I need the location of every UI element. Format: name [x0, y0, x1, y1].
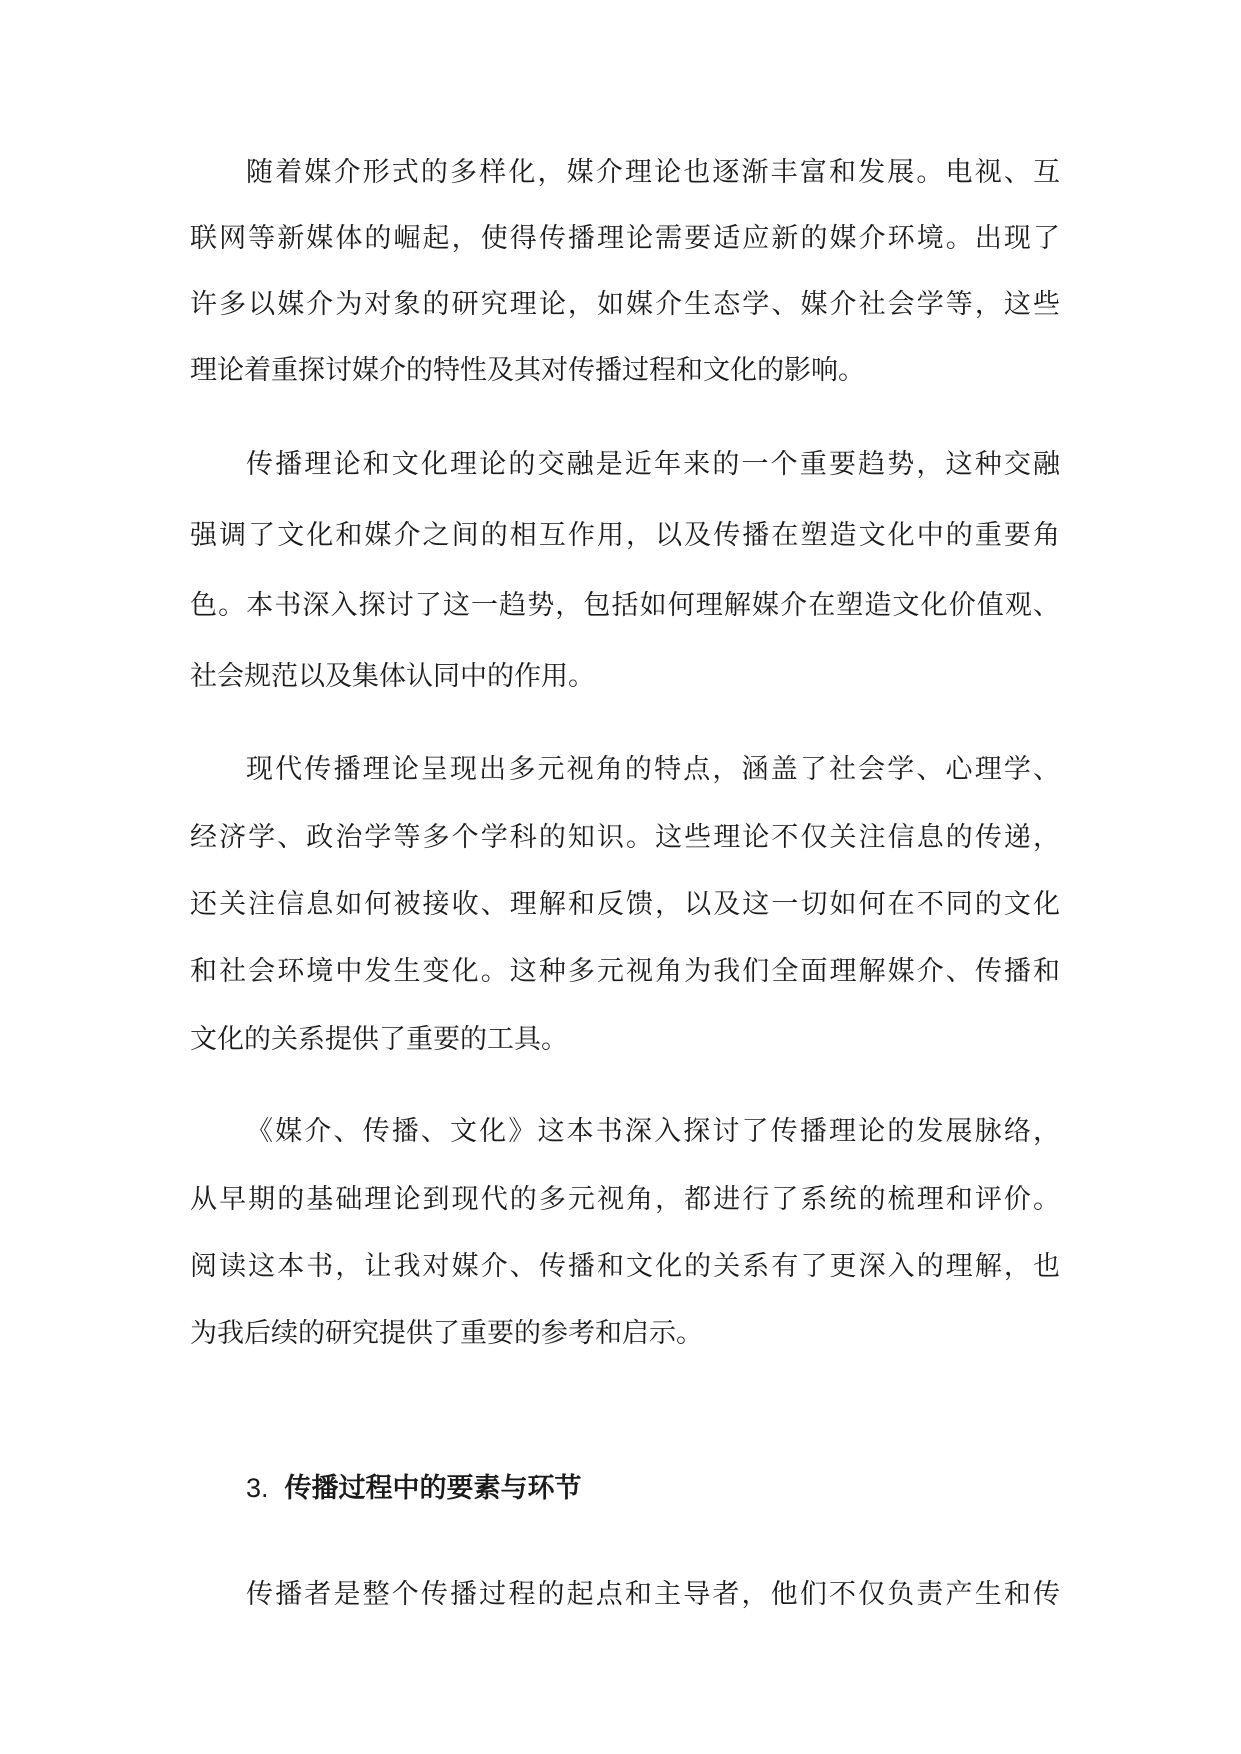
paragraph-line: 还关注信息如何被接收、理解和反馈，以及这一切如何在不同的文化	[190, 889, 1060, 920]
paragraph-line: 文化的关系提供了重要的工具。	[190, 1024, 568, 1055]
paragraph-line: 色。本书深入探讨了这一趋势，包括如何理解媒介在塑造文化价值观、	[190, 590, 1060, 621]
paragraph-line: 传播理论和文化理论的交融是近年来的一个重要趋势，这种交融	[246, 449, 1060, 480]
paragraph-line: 为我后续的研究提供了重要的参考和启示。	[190, 1318, 703, 1349]
paragraph-line: 现代传播理论呈现出多元视角的特点，涵盖了社会学、心理学、	[246, 754, 1060, 785]
paragraph-line: 从早期的基础理论到现代的多元视角，都进行了系统的梳理和评价。	[190, 1184, 1060, 1215]
paragraph-line: 理论着重探讨媒介的特性及其对传播过程和文化的影响。	[190, 355, 865, 386]
section-heading	[246, 1468, 582, 1508]
paragraph-line: 社会规范以及集体认同中的作用。	[190, 661, 595, 692]
paragraph-line: 随着媒介形式的多样化，媒介理论也逐渐丰富和发展。电视、互	[246, 157, 1060, 188]
paragraph-line: 《媒介、传播、文化》这本书深入探讨了传播理论的发展脉络，	[246, 1116, 1060, 1147]
paragraph-line: 阅读这本书，让我对媒介、传播和文化的关系有了更深入的理解，也	[190, 1251, 1060, 1282]
section-number: 3.	[246, 1473, 269, 1503]
paragraph-line: 传播者是整个传播过程的起点和主导者，他们不仅负责产生和传	[246, 1579, 1060, 1610]
paragraph-line: 和社会环境中发生变化。这种多元视角为我们全面理解媒介、传播和	[190, 956, 1060, 987]
paragraph-line: 强调了文化和媒介之间的相互作用，以及传播在塑造文化中的重要角	[190, 520, 1060, 551]
paragraph-line: 联网等新媒体的崛起，使得传播理论需要适应新的媒介环境。出现了	[190, 223, 1060, 254]
section-title: 传播过程中的要素与环节	[284, 1473, 582, 1504]
paragraph-line: 许多以媒介为对象的研究理论，如媒介生态学、媒介社会学等，这些	[190, 289, 1060, 320]
paragraph-line: 经济学、政治学等多个学科的知识。这些理论不仅关注信息的传递，	[190, 822, 1060, 853]
